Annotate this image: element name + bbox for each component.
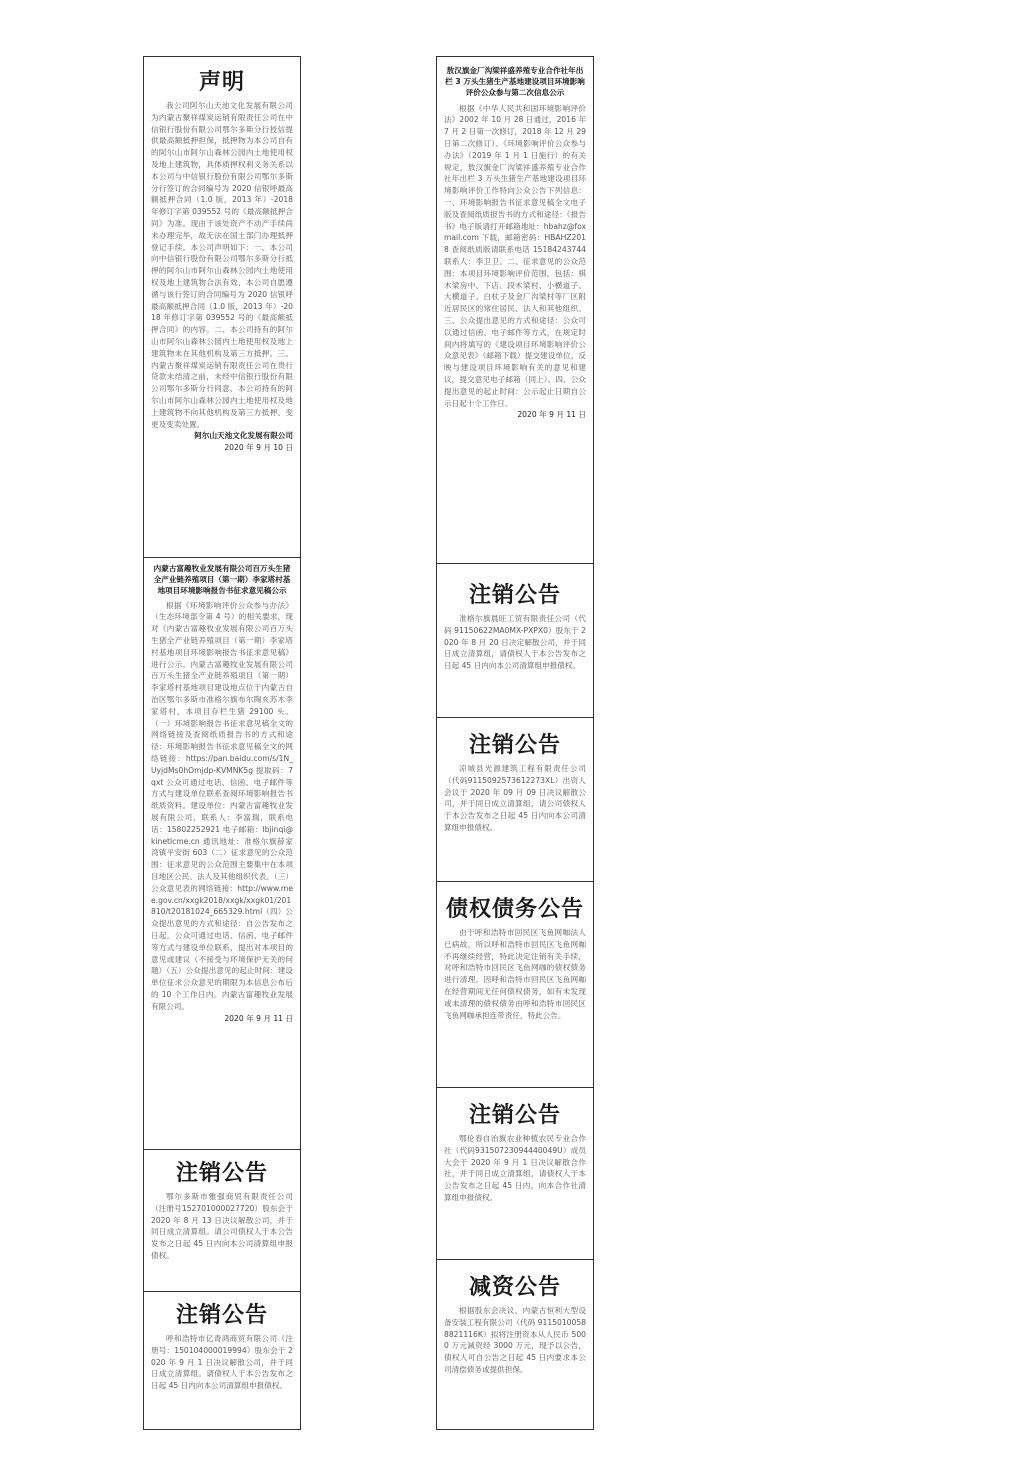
notice-title: 减资公告 (468, 1275, 561, 1300)
notice-date: 2020 年 9 月 11 日 (224, 1013, 293, 1023)
notice-title: 注销公告 (175, 1303, 268, 1328)
notice-body: 根据《中华人民共和国环境影响评价法》2002 年 10 月 28 日通过，2016 年 7 月 2 日第一次修订，2018 年 12 月 29 日第二次修订）、《环境影响评价公众参与办法》（2019 年 1 月 1 日施行）的有关规定，敖汉旗金厂沟梁祥盛养殖专业合作社年出栏 3 万头生猪生产基地建设项目环境影响评价工作特向公众公告下列信息：一、环境影响报告书征求意见稿全文电子版及查阅纸质报告书的方式和途径：《报告书》电子版请打开邮箱地址：hbahz@foxmail.com 下载，邮箱密码：HBAHZ2018 查阅纸质版请联系电话 15184243744 联系人：李卫卫。二、征求意见的公众范围：本项目环境影响评价范围，包括：棋木梁房中、下店、段木梁村、小横道子、大横道子、白杖子及金厂沟梁村等厂区附近居民区的常住居民、法人和其他组织。三、公众提出意见的方式和途径：公众可以通过信函、电子邮件等方式，在规定时间内将填写的《建设项目环境影响评价公众意见表》（邮箱下载）提交建设单位，反映与建设项目环境影响有关的意见和建议，提交意见电子邮箱（同上）。四、公众提出意见的起止时间：公示起止日期自公示日起十个工作日。 (444, 103, 586, 408)
notice-body: 根据《环境影响评价公众参与办法》（生态环境部令第 4 号）的相关要求，现对《内蒙古富趣牧业发展有限公司百万头生猪全产业链养殖项目（第一期）李家塔村基地项目环境影响报告书征求意见稿》进行公示。内蒙古富趣牧业发展有限公司百万头生猪全产业链养殖项目（第一期）李家塔村基地项目建设地点位于内蒙古自治区鄂尔多斯市准格尔旗布尔陶亥苏木李家塔村，本项目存栏生猪 29100 头。（一）环境影响报告书征求意见稿全文的网络链接及查阅纸质报告书的方式和途径：环境影响报告书征求意见稿全文的网络链接：https://pan.baidu.com/s/1N_UyjdMs0hOmjdp-KVMNK5g 提取码：7qxt 公众可通过电话、信函、电子邮件等方式与建设单位联系查阅环境影响报告书纸质资料。建设单位：内蒙古富趣牧业发展有限公司，联系人：李富瑞，联系电话：15802252921 电子邮箱：lbjinqi@kinetlcme.cn 通讯地址：准格尔旗薛家湾镇平安街 603（二）征求意见的公众范围：征求意见的公众范围主要集中在本项目地区公民、法人及其他组织代表。（三）公众意见表的网络链接：http://www.mee.gov.cn/xxgk2018/xxgk/xxgk01/201810/t20181024_665329.html（四）公众提出意见的方式和途径：自公告发布之日起，公众可通过电话、信函、电子邮件等方式与建设单位联系，提出对本项目的意见或建议（不接受与环境保护无关的问题）（五）公众提出意见的起止时间：建设单位征求公众意见的期限为本信息公布后的 10 个工作日内。内蒙古富趣牧业发展有限公司。 (151, 600, 293, 1011)
right-notice-column (436, 56, 594, 1430)
notice-date: 2020 年 9 月 11 日 (517, 410, 586, 420)
notice-body: 由于呼和浩特市回民区飞鱼网咖法人已病故，所以呼和浩特市回民区飞鱼网咖不再继续经营，特此决定注销有关手续，对呼和浩特市回民区飞鱼网咖的债权债务进行清理。因呼和浩特市回民区飞鱼网咖在经营期间无任何债权债务，如有未发现或未清理的债权债务由呼和浩特市回民区飞鱼网咖承担连带责任，特此公告。 (444, 928, 586, 1020)
cancellation-notice (437, 1087, 593, 1259)
notice-body: 凉城县光源建筑工程有限责任公司（代码9115092573612273XL）出资人会议于 2020 年 09 月 09 日决议解散公司，并于同日成立清算组，请公司债权人于本公告发布之日起 45 日内向本公司清算组申报债权。 (444, 764, 586, 832)
capital-reduction-notice (437, 1259, 593, 1429)
eia-comment-notice (144, 557, 300, 1149)
notice-title: 注销公告 (468, 1103, 561, 1128)
eia-public-notice (437, 57, 593, 563)
notice-date: 2020 年 9 月 10 日 (224, 443, 293, 453)
notice-body: 根据股东会决议，内蒙古恒利大型设备安装工程有限公司（代码 91150100588821116K）拟将注册资本从人民币 5000 万元减资经 3000 万元，现予以公告，债权人可自公告之日起 45 日内要求本公司清偿债务或提供担保。 (444, 1306, 586, 1374)
declaration-notice (144, 57, 300, 557)
debt-notice (437, 881, 593, 1087)
notice-title: 债权债务公告 (445, 897, 584, 922)
notice-title: 注销公告 (468, 583, 561, 608)
notice-title: 注销公告 (468, 733, 561, 758)
left-notice-column (143, 56, 301, 1430)
notice-signer: 阿尔山天池文化发展有限公司 (194, 431, 293, 441)
cancellation-notice (144, 1149, 300, 1291)
notice-title: 声明 (198, 70, 245, 95)
notice-body: 呼和浩特市亿青鸿商贸有限公司（注册号：150104000019994）股东会于 2020 年 9 月 1 日决议解散公司，并于同日成立清算组。请债权人于本公告发布之日起 45 日内向本公司清算组申报债权。 (151, 1334, 293, 1391)
cancellation-notice (437, 717, 593, 881)
notice-body: 鄂伦春自治旗农业种植农民专业合作社（代码93150723094440049U）成员大会于 2020 年 9 月 1 日决议解散合作社，并于同日成立清算组，请债权人于本公告发布之日起 45 日内，向本合作社清算组申报债权。 (444, 1134, 586, 1202)
notice-title: 敖汉旗金厂沟梁祥盛养殖专业合作社年出栏 3 万头生猪生产基地建设项目环境影响评价公众参与第二次信息公示 (445, 66, 585, 98)
notice-body: 鄂尔多斯市雅强商贸有限责任公司（注册号152701000027720）股东会于 2020 年 8 月 13 日决议解散公司，并于同日成立清算组。请公司债权人于本公告发布之日起 45 日内向本公司清算组申报债权。 (151, 1192, 293, 1260)
cancellation-notice (437, 563, 593, 717)
notice-body: 我公司阿尔山天池文化发展有限公司为内蒙古聚祥煤炭运销有限责任公司在中信银行股份有限公司鄂尔多斯分行授信提供最高额抵押担保，抵押物为本公司自有的阿尔山市阿尔山森林公园内土地使用权及地上建筑物，具体质押权利义务关系以本公司与中信银行股份有限公司鄂尔多斯分行签订的合同编号为 2020 信银呼最高额抵押合同（1.0 版，2013 年）-2018 年修订字第 039552 号的《最高额抵押合同》为准。现由于该处资产不动产手续尚未办理完毕，故无法在国土部门办理抵押登记手续。本公司声明如下：一、本公司向中信银行股份有限公司鄂尔多斯分行抵押的阿尔山市阿尔山森林公园内土地使用权及地上建筑物合法有效，本公司自愿遵循与该行签订的合同编号为 2020 信银呼最高额抵押合同（1.0 版，2013 年）-2018 年修订字第 039552 号的《最高额抵押合同》的内容。二、本公司持有的阿尔山市阿尔山森林公园内土地使用权及地上建筑物未在其他机构及第三方抵押。三、内蒙古聚祥煤炭运销有限责任公司在贵行贷款未结清之前，未经中信银行股份有限公司鄂尔多斯分行同意，本公司持有的阿尔山市阿尔山森林公园内土地使用权及地上建筑物不向其他机构及第三方抵押、变更及变卖处置。 (151, 101, 293, 429)
notice-title: 注销公告 (175, 1161, 268, 1186)
cancellation-notice (144, 1291, 300, 1429)
notice-body: 准格尔旗晨旺工贸有限责任公司（代码 91150622MA0MX-PXPX0）股东于 2020 年 8 月 20 日决定解散公司，并于同日成立清算组，请债权人于本公告发布之日起 45 日内向本公司清算组申报债权。 (444, 614, 586, 671)
notice-title: 内蒙古富趣牧业发展有限公司百万头生猪全产业链养殖项目（第一期）李家塔村基地项目环境影响报告书征求意见稿公示 (153, 564, 291, 596)
